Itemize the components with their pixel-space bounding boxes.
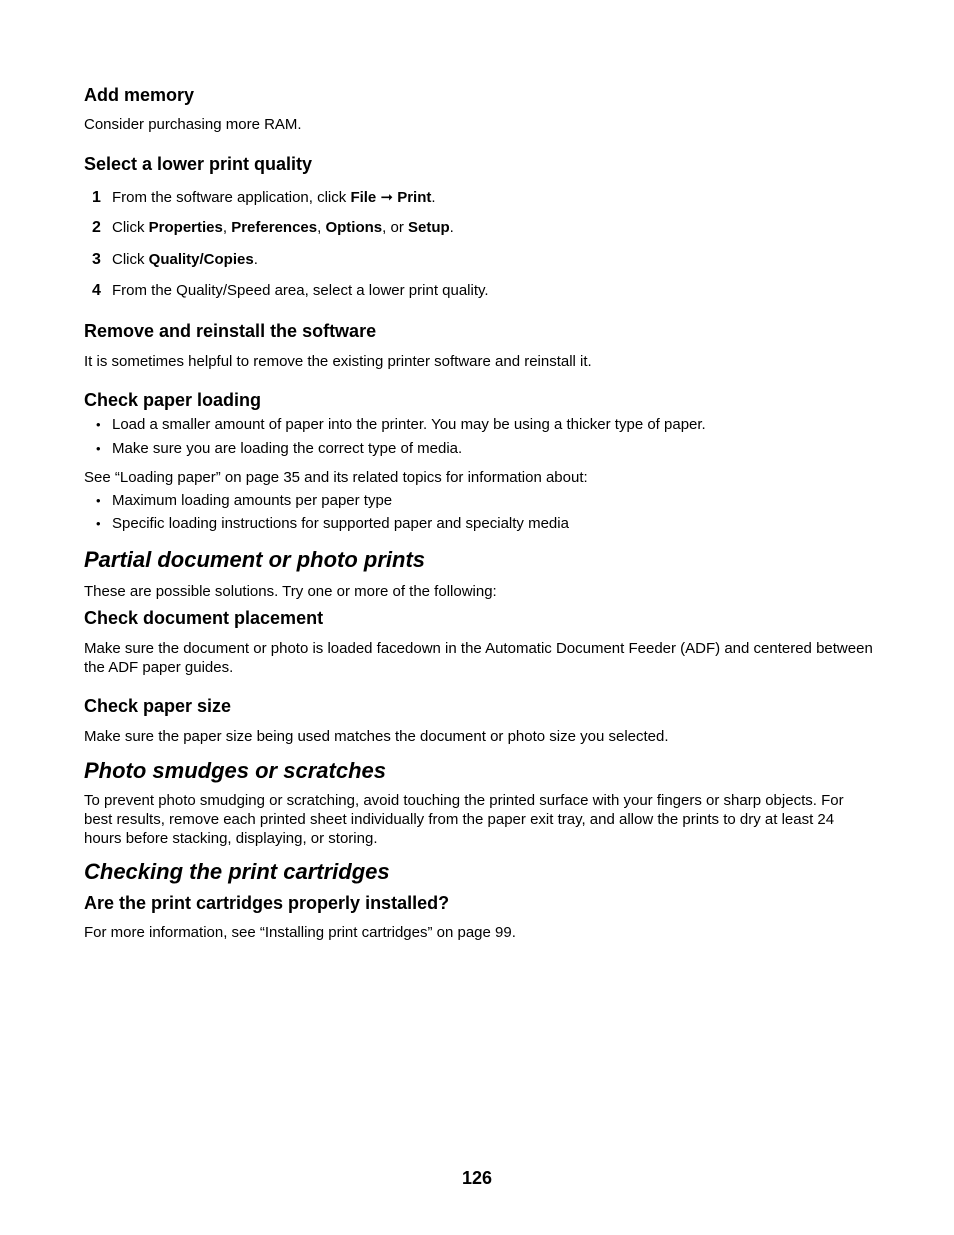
reinstall-text: It is sometimes helpful to remove the existing printer software and reinstall it. — [84, 353, 592, 370]
step-1: 1 From the software application, click File ➞ Print. — [84, 188, 436, 207]
bullet-icon: • — [96, 516, 101, 531]
step-number: 1 — [92, 189, 101, 206]
smudges-text: To prevent photo smudging or scratching, avoid touching the printed surface with your fingers or sharp objects. For best results, remove each printed sheet individually from the paper exit tray, and allow the prints to dry at least 24 hours before stacking, displaying, or storing. — [84, 792, 844, 847]
heading-lower-quality: Select a lower print quality — [84, 154, 313, 174]
list-item: • Load a smaller amount of paper into the printer. You may be using a thicker type of paper. — [84, 416, 706, 433]
section-title-cartridges: Checking the print cartridges — [84, 859, 390, 884]
heading-reinstall: Remove and reinstall the software — [84, 321, 377, 341]
heading-cartridges-installed: Are the print cartridges properly installed? — [84, 893, 450, 913]
cartridges-text: For more information, see “Installing print cartridges” on page 99. — [84, 924, 516, 941]
heading-add-memory: Add memory — [84, 85, 195, 105]
bullet-icon: • — [96, 441, 101, 456]
page-number: 126 — [461, 1168, 493, 1188]
step-number: 2 — [92, 219, 101, 236]
list-item: • Make sure you are loading the correct type of media. — [84, 440, 462, 457]
bullet-icon: • — [96, 493, 101, 508]
bullet-icon: • — [96, 417, 101, 432]
heading-document-placement: Check document placement — [84, 608, 324, 628]
step-number: 4 — [92, 282, 101, 299]
placement-text: Make sure the document or photo is loaded facedown in the Automatic Document Feeder (ADF) and centered between the ADF paper guides. — [84, 640, 873, 676]
menu-print: Print — [397, 189, 432, 206]
list-item: • Maximum loading amounts per paper type — [84, 492, 392, 509]
heading-paper-size: Check paper size — [84, 696, 232, 716]
partial-intro: These are possible solutions. Try one or more of the following: — [84, 583, 497, 600]
step-2: 2 Click Properties, Preferences, Options, or Setup. — [84, 219, 454, 237]
heading-paper-loading: Check paper loading — [84, 390, 262, 410]
add-memory-text: Consider purchasing more RAM. — [84, 116, 302, 133]
see-loading-paper: See “Loading paper” on page 35 and its related topics for information about: — [84, 469, 588, 486]
paper-size-text: Make sure the paper size being used matches the document or photo size you selected. — [84, 728, 669, 745]
arrow-icon: ➞ — [380, 189, 394, 206]
list-item: • Specific loading instructions for supported paper and specialty media — [84, 515, 569, 532]
step-4: 4 From the Quality/Speed area, select a lower print quality. — [84, 282, 489, 300]
section-title-smudges: Photo smudges or scratches — [84, 758, 386, 783]
menu-file: File — [350, 189, 377, 206]
step-3: 3 Click Quality/Copies. — [84, 251, 258, 269]
step-number: 3 — [92, 251, 101, 268]
section-title-partial: Partial document or photo prints — [84, 547, 426, 572]
